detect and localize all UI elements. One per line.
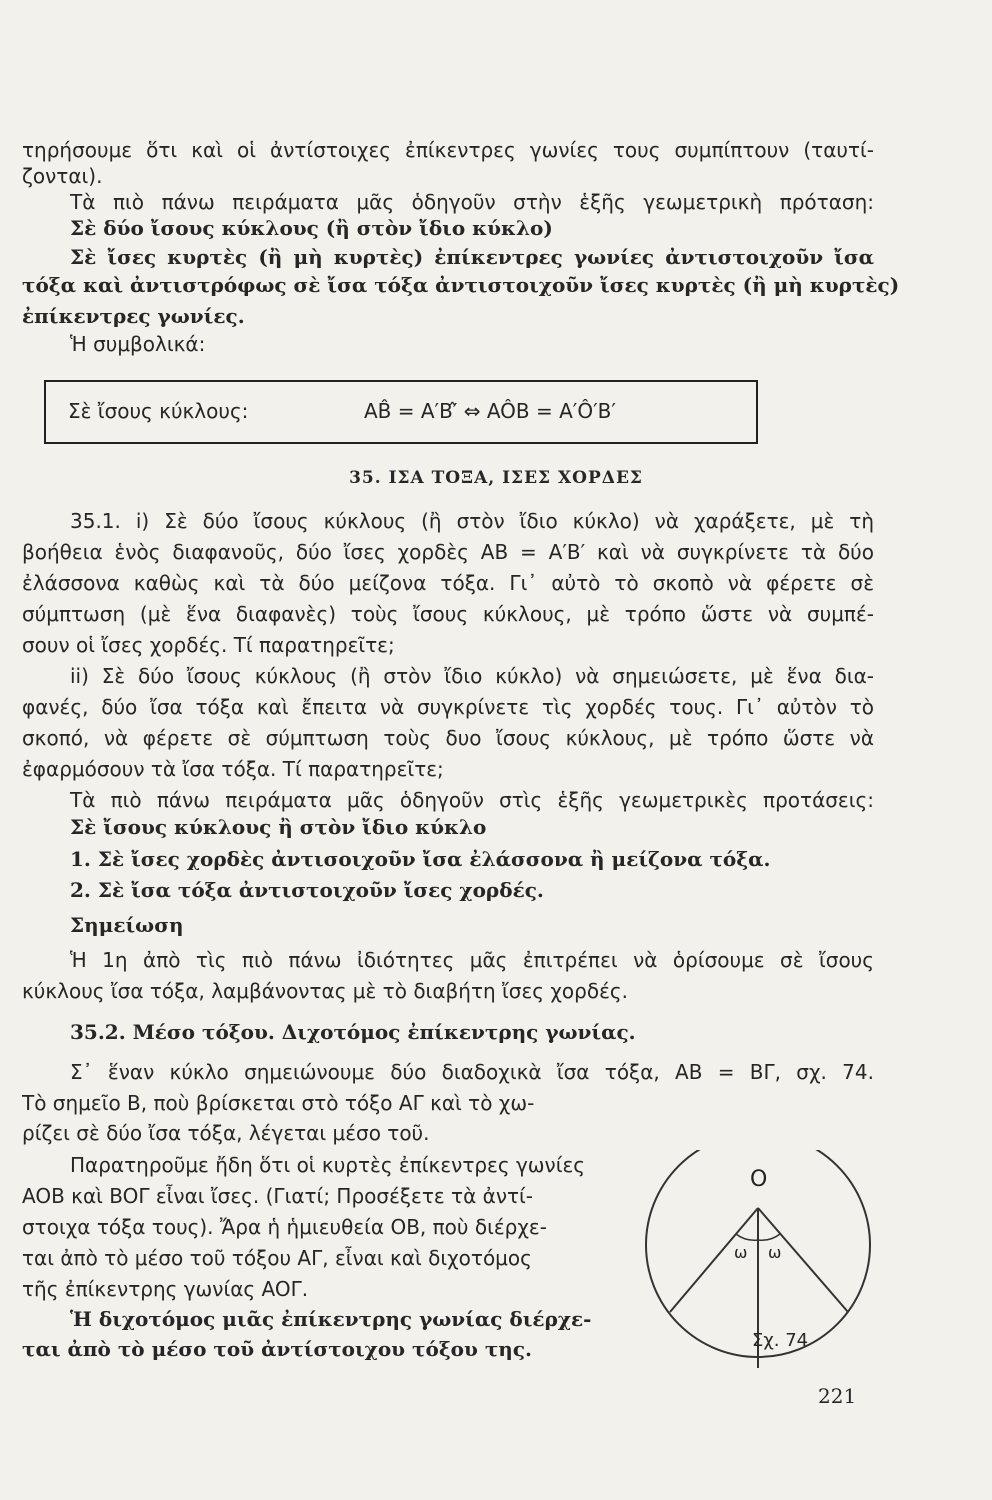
subsection-title: 35.2. Μέσο τόξου. Διχοτόμος ἐπίκεντρης γωνίας. xyxy=(70,1020,636,1044)
proposition-item: 2. Σὲ ἴσα τόξα ἀντιστοιχοῦν ἴσες χορδές. xyxy=(70,878,544,902)
formula-label: Σὲ ἴσους κύκλους: xyxy=(68,399,249,423)
text-line: Τὰ πιὸ πάνω πειράματα μᾶς ὁδηγοῦν στὴν ἑξῆς γεωμετρικὴ πρόταση: xyxy=(70,190,874,214)
proposition-title: Σὲ δύο ἴσους κύκλους (ἢ στὸν ἴδιο κύκλο) xyxy=(70,216,553,240)
text-line: τηρήσουμε ὅτι καὶ οἱ ἀντίστοιχες ἐπίκεντρες γωνίες τους συμπίπτουν (ταυτί- xyxy=(22,138,874,162)
note-title: Σημείωση xyxy=(70,913,184,937)
proposition-text: ται ἀπὸ τὸ μέσο τοῦ ἀντίστοιχου τόξου της. xyxy=(22,1337,532,1361)
text-line: Τὰ πιὸ πάνω πειράματα μᾶς ὁδηγοῦν στὶς ἑξῆς γεωμετρικὲς προτάσεις: xyxy=(70,788,874,812)
proposition-text: ἐπίκεντρες γωνίες. xyxy=(22,304,245,328)
text-line: βοήθεια ἑνὸς διαφανοῦς, δύο ἴσες χορδὲς AB = A′B′ καὶ νὰ συγκρίνετε τὰ δύο xyxy=(22,540,874,564)
angle-arc-aob xyxy=(736,1234,758,1240)
figure-caption: Σχ. 74 xyxy=(752,1330,809,1351)
proposition-text: τόξα καὶ ἀντιστρόφως σὲ ἴσα τόξα ἀντιστοιχοῦν ἴσες κυρτὲς (ἢ μὴ κυρτὲς) xyxy=(22,273,900,297)
text-line: Ἡ συμβολικά: xyxy=(70,332,206,356)
text-line: Ἡ 1η ἀπὸ τὶς πιὸ πάνω ἰδιότητες μᾶς ἐπιτρέπει νὰ ὁρίσουμε σὲ ἴσους xyxy=(70,948,874,972)
angle-mark: ω xyxy=(734,1243,748,1262)
symbolic-formula-box xyxy=(44,380,758,444)
text-line: κύκλους ἴσα τόξα, λαμβάνοντας μὲ τὸ διαβήτη ἴσες χορδές. xyxy=(22,979,628,1003)
center-label: O xyxy=(750,1167,768,1192)
text-line: φανές, δύο ἴσα τόξα καὶ ἔπειτα νὰ συγκρίνετε τὶς χορδές τους. Γι᾽ αὐτὸν τὸ xyxy=(22,695,874,719)
text-line: στοιχα τόξα τους). Ἄρα ἡ ἡμιευθεία OB, ποὺ διέρχε- xyxy=(22,1215,547,1239)
text-line: τῆς ἐπίκεντρης γωνίας AOΓ. xyxy=(22,1277,309,1301)
text-line: ζονται). xyxy=(22,164,103,188)
text-line: ἐλάσσονα καθὼς καὶ τὰ δύο μείζονα τόξα. Γι᾽ αὐτὸ τὸ σκοπὸ νὰ φέρετε σὲ xyxy=(22,571,874,595)
proposition-title: Σὲ ἴσους κύκλους ἢ στὸν ἴδιο κύκλο xyxy=(70,815,487,839)
angle-mark: ω xyxy=(768,1243,782,1262)
formula: AB̂ = A′B′̂ ⇔ AÔB = A′Ô′B′ xyxy=(364,399,616,423)
proposition-text: Σὲ ἴσες κυρτὲς (ἢ μὴ κυρτὲς) ἐπίκεντρες γωνίες ἀντιστοιχοῦν ἴσα xyxy=(70,245,874,269)
text-line: AOB καὶ BOΓ εἶναι ἴσες. (Γιατί; Προσέξετε τὰ ἀντί- xyxy=(22,1184,534,1208)
text-line: σκοπό, νὰ φέρετε σὲ σύμπτωση τοὺς δυο ἴσους κύκλους, μὲ τρόπο ὥστε νὰ xyxy=(22,726,874,750)
proposition-text: Ἡ διχοτόμος μιᾶς ἐπίκεντρης γωνίας διέρχε- xyxy=(70,1307,592,1331)
figure-74-circle-diagram xyxy=(630,1150,890,1390)
text-line: σουν οἱ ἴσες χορδές. Τί παρατηρεῖτε; xyxy=(22,633,395,657)
text-line: ρίζει σὲ δύο ἴσα τόξα, λέγεται μέσο τοῦ. xyxy=(22,1121,430,1145)
text-line: 35.1. i) Σὲ δύο ἴσους κύκλους (ἢ στὸν ἴδιο κύκλο) νὰ χαράξετε, μὲ τὴ xyxy=(70,509,874,533)
angle-arc-bog xyxy=(758,1234,780,1240)
text-line: Παρατηροῦμε ἤδη ὅτι οἱ κυρτὲς ἐπίκεντρες γωνίες xyxy=(70,1153,586,1177)
text-line: ται ἀπὸ τὸ μέσο τοῦ τόξου AΓ, εἶναι καὶ διχοτόμος xyxy=(22,1246,532,1270)
text-line: ii) Σὲ δύο ἴσους κύκλους (ἢ στὸν ἴδιο κύκλο) νὰ σημειώσετε, μὲ ἕνα δια- xyxy=(70,664,874,688)
text-line: Τὸ σημεῖο B, ποὺ βρίσκεται στὸ τόξο AΓ καὶ τὸ χω- xyxy=(22,1091,535,1115)
section-heading: 35. ΙΣΑ ΤΟΞΑ, ΙΣΕΣ ΧΟΡΔΕΣ xyxy=(349,468,643,488)
page-number: 221 xyxy=(818,1384,857,1408)
text-line: ἐφαρμόσουν τὰ ἴσα τόξα. Τί παρατηρεῖτε; xyxy=(22,757,444,781)
text-line: Σ᾽ ἕναν κύκλο σημειώνουμε δύο διαδοχικὰ ἴσα τόξα, AB = BΓ, σχ. 74. xyxy=(70,1060,874,1084)
text-line: σύμπτωση (μὲ ἕνα διαφανὲς) τοὺς ἴσους κύκλους, μὲ τρόπο ὥστε νὰ συμπέ- xyxy=(22,602,874,626)
proposition-item: 1. Σὲ ἴσες χορδὲς ἀντισοιχοῦν ἴσα ἐλάσσονα ἢ μείζονα τόξα. xyxy=(70,847,771,871)
